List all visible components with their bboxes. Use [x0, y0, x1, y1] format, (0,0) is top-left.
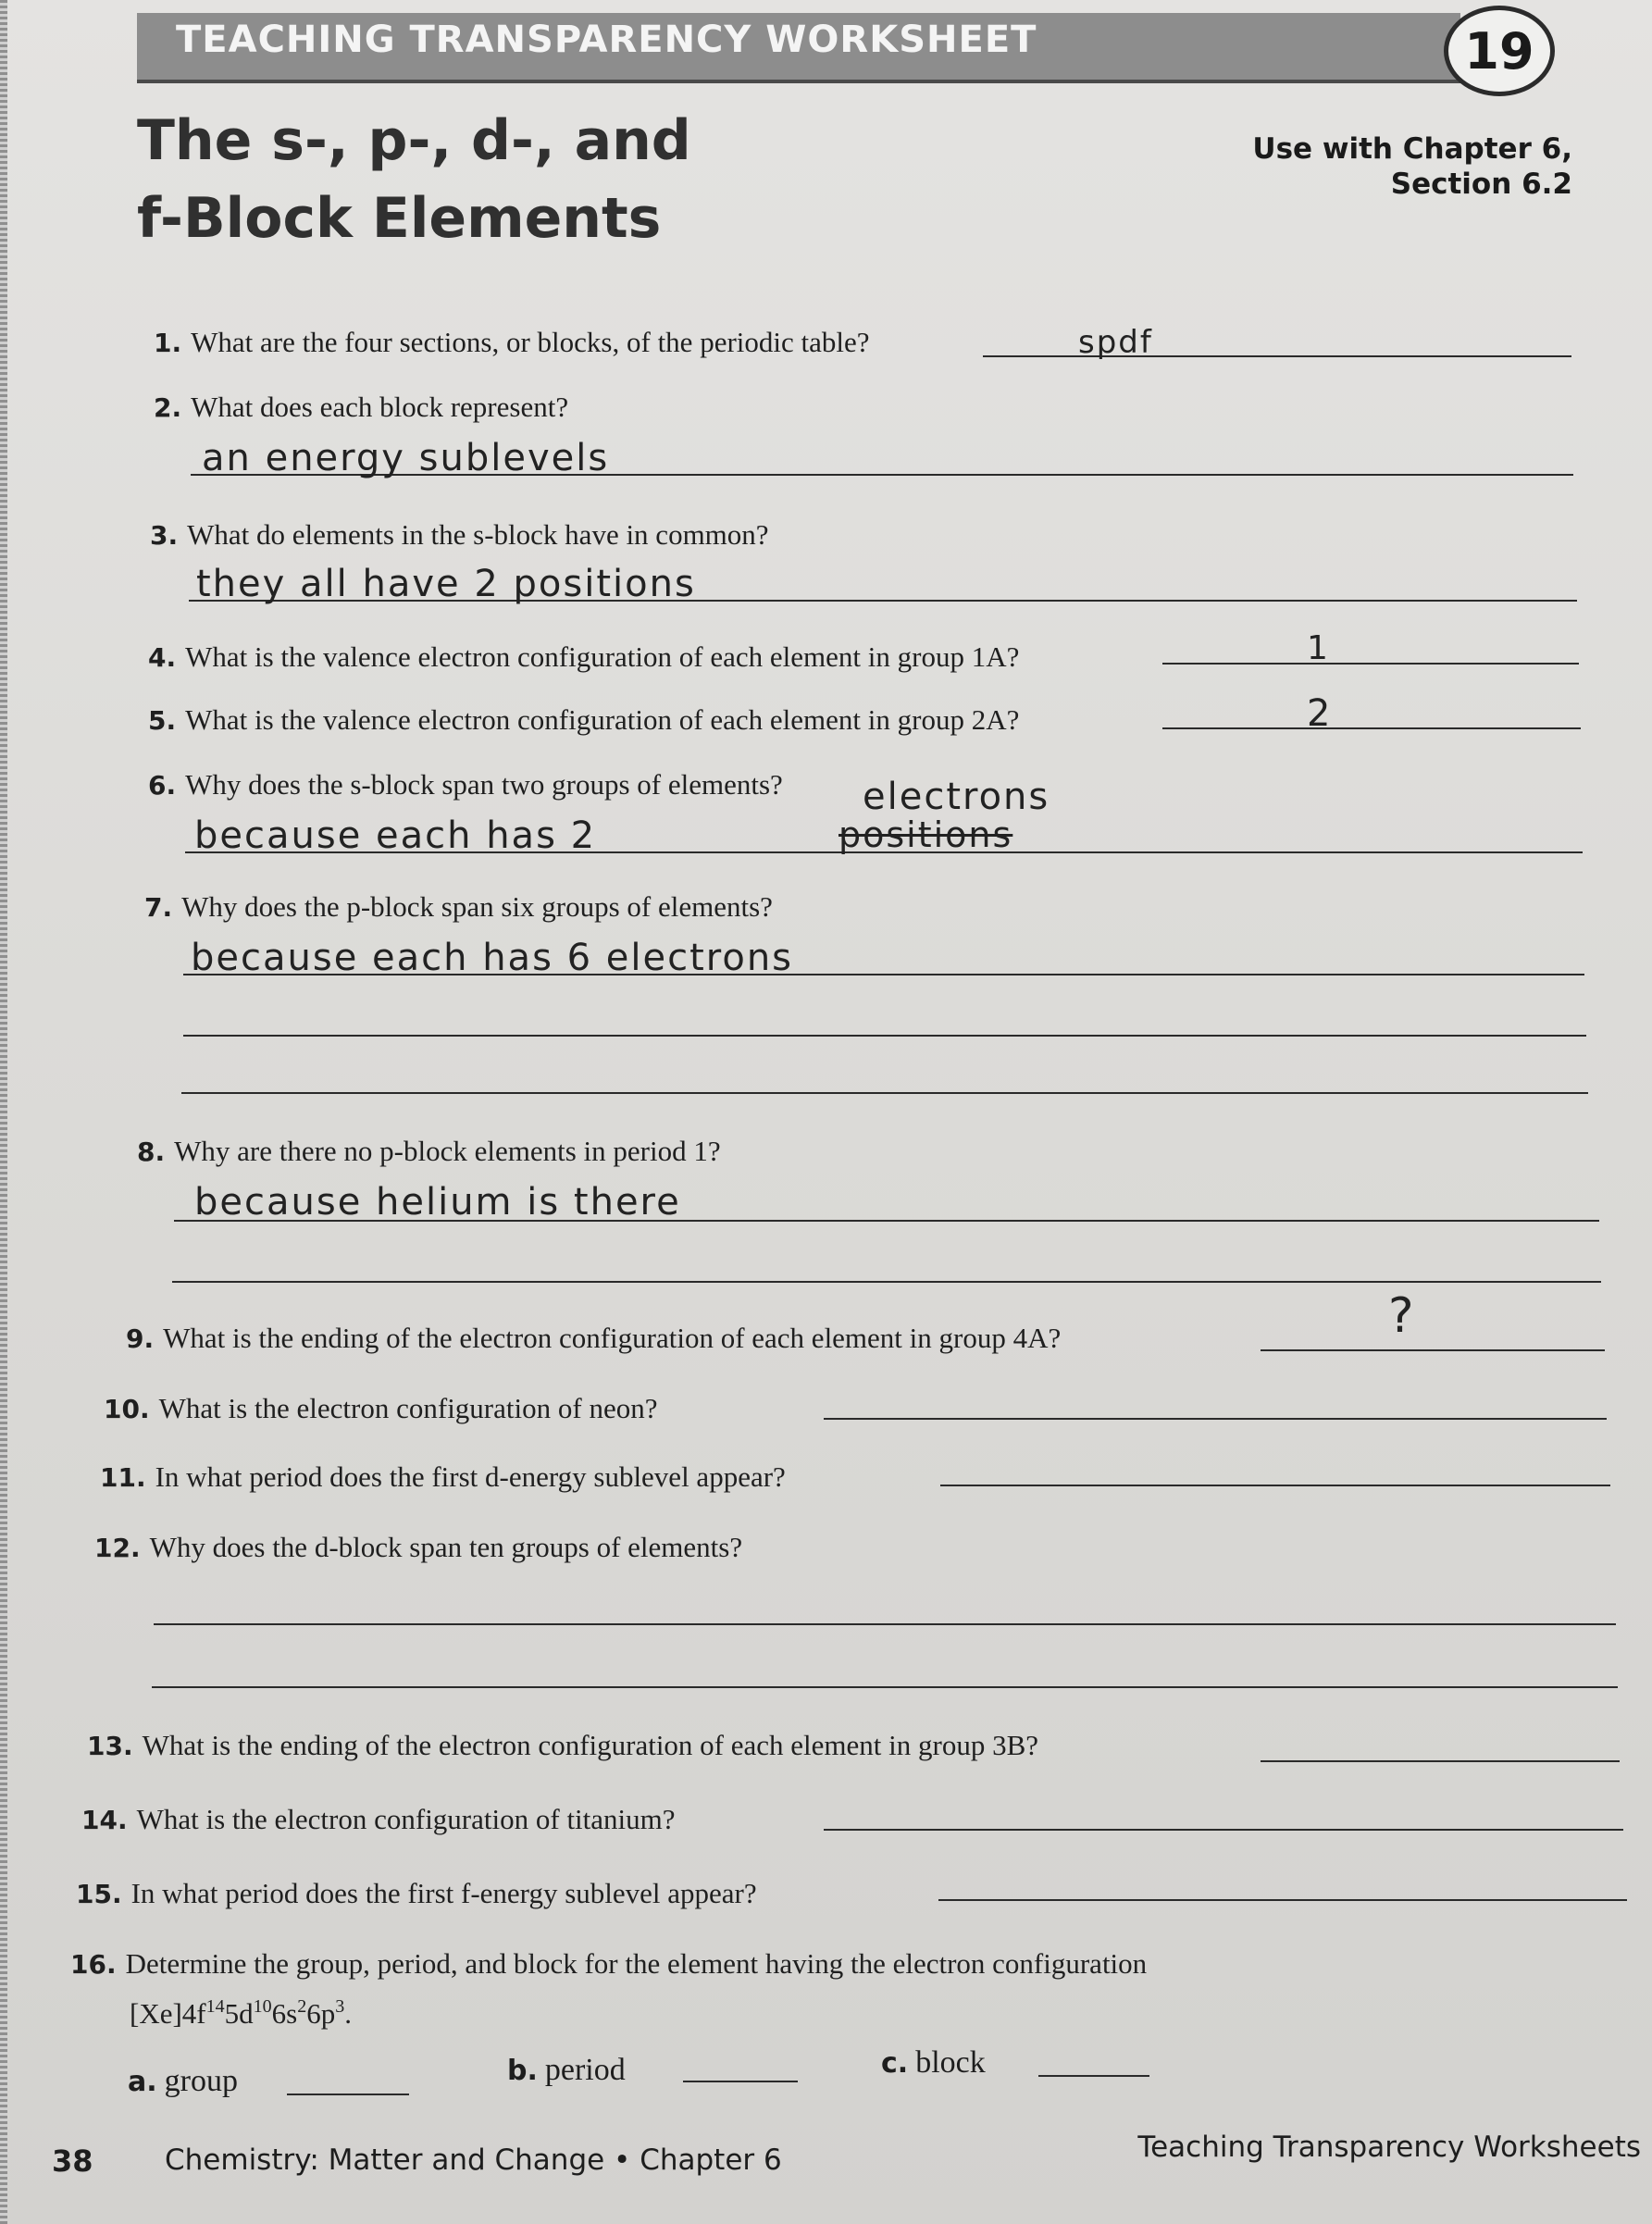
answer-line-7b[interactable]	[183, 1035, 1586, 1037]
question-16: 16. Determine the group, period, and block for the element having the electron configuration	[70, 1947, 1148, 1980]
answer-line-9[interactable]	[1261, 1349, 1605, 1351]
binder-edge	[0, 0, 7, 2224]
handwritten-struck-word: positions	[838, 814, 1013, 855]
handwritten-answer-7: because each has 6 electrons	[191, 937, 794, 979]
chapter-reference-line-1: Use with Chapter 6,	[1252, 132, 1572, 166]
answer-line-1[interactable]	[983, 355, 1571, 357]
q16-part-c: c. block	[881, 2045, 986, 2080]
handwritten-answer-5: 2	[1307, 692, 1333, 735]
question-2: 2. What does each block represent?	[154, 391, 569, 423]
answer-line-11[interactable]	[940, 1485, 1610, 1486]
question-4: 4. What is the valence electron configuration of each element in group 1A?	[148, 640, 1020, 673]
worksheet-number-badge: 19	[1444, 6, 1555, 96]
page-title	[137, 102, 877, 257]
chapter-reference-line-2: Section 6.2	[1390, 168, 1572, 201]
title-line-1: The s-, p-, d-, and	[137, 108, 691, 173]
question-15: 15. In what period does the first f-energy sublevel appear?	[76, 1877, 757, 1909]
question-6: 6. Why does the s-block span two groups of elements?	[148, 768, 783, 801]
answer-line-16a[interactable]	[287, 2094, 409, 2095]
question-5: 5. What is the valence electron configuration of each element in group 2A?	[148, 703, 1020, 736]
handwritten-answer-8: because helium is there	[194, 1181, 681, 1224]
question-3: 3. What do elements in the s-block have in common?	[150, 518, 769, 551]
answer-line-7c[interactable]	[181, 1092, 1588, 1094]
handwritten-answer-6: because each has 2	[194, 814, 597, 857]
handwritten-answer-4: 1	[1307, 629, 1330, 667]
question-7: 7. Why does the p-block span six groups of elements?	[144, 890, 773, 923]
footer-book-title: Chemistry: Matter and Change • Chapter 6	[165, 2143, 782, 2177]
answer-line-12b[interactable]	[152, 1686, 1618, 1688]
q16-part-b: b. period	[507, 2053, 626, 2087]
footer-section-title: Teaching Transparency Worksheets	[1137, 2131, 1641, 2164]
answer-line-15[interactable]	[938, 1899, 1627, 1901]
answer-line-5[interactable]	[1162, 727, 1581, 729]
question-11: 11. In what period does the first d-energy sublevel appear?	[100, 1460, 786, 1493]
answer-line-16b[interactable]	[683, 2081, 798, 2082]
handwritten-answer-2: an energy sublevels	[202, 437, 610, 479]
question-9: 9. What is the ending of the electron configuration of each element in group 4A?	[126, 1322, 1062, 1354]
answer-line-8b[interactable]	[172, 1281, 1601, 1283]
header-title: TEACHING TRANSPARENCY WORKSHEET	[176, 19, 1037, 61]
answer-line-10[interactable]	[824, 1418, 1607, 1420]
title-line-2: f-Block Elements	[137, 186, 662, 251]
question-14: 14. What is the electron configuration of titanium?	[81, 1803, 676, 1835]
question-8: 8. Why are there no p-block elements in period 1?	[137, 1135, 721, 1167]
question-10: 10. What is the electron configuration of neon?	[104, 1392, 658, 1424]
chapter-reference	[1252, 131, 1572, 202]
question-1: 1. What are the four sections, or blocks, of the periodic table?	[154, 326, 870, 358]
q16-part-a: a. group	[128, 2064, 238, 2098]
answer-line-16c[interactable]	[1038, 2075, 1149, 2077]
answer-line-4[interactable]	[1162, 663, 1579, 665]
electron-configuration: $[Xe]4f^{14}5d^{10}6s^26p^3$.	[130, 1996, 352, 2030]
answer-line-12a[interactable]	[154, 1623, 1616, 1625]
handwritten-answer-9: ?	[1388, 1288, 1416, 1344]
answer-line-14[interactable]	[824, 1829, 1623, 1831]
handwritten-answer-1: spdf	[1078, 324, 1153, 361]
handwritten-answer-3: they all have 2 positions	[196, 563, 696, 605]
answer-line-13[interactable]	[1261, 1760, 1620, 1762]
question-13: 13. What is the ending of the electron configuration of each element in group 3B?	[87, 1729, 1039, 1761]
page-number: 38	[52, 2143, 93, 2179]
question-12: 12. Why does the d-block span ten groups of elements?	[94, 1531, 743, 1563]
handwritten-correction: electrons	[863, 776, 1050, 818]
